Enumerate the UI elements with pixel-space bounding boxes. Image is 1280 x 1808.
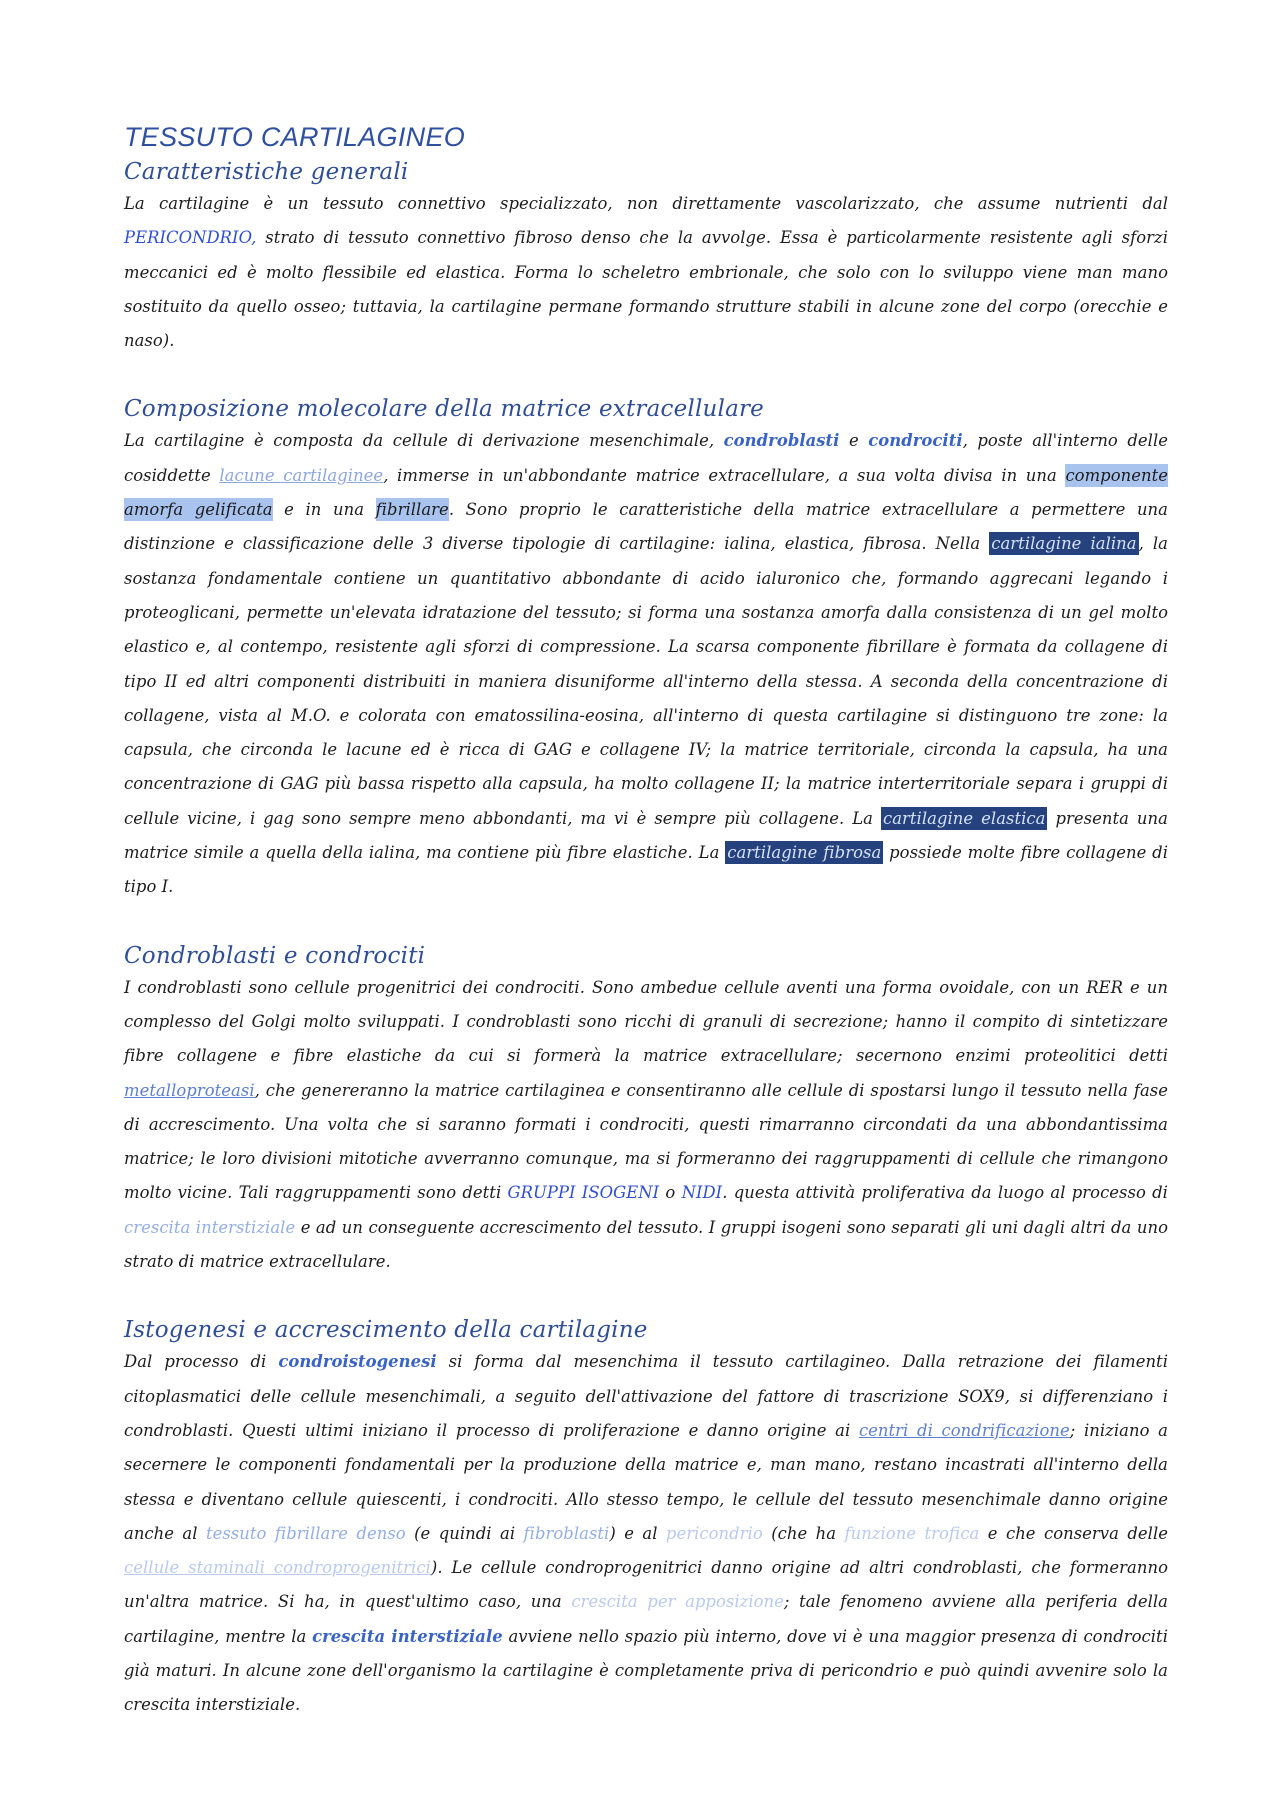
highlight-cartilagine-fibrosa: cartilagine fibrosa [727,843,882,863]
document-title: TESSUTO CARTILAGINEO [124,122,466,152]
text-run: , la sostanza fondamentale contiene un quantitativo abbondante di acido ialuronico che, formando aggrecani legando i proteoglicani, permette un'elevata idratazione del tessuto; si forma una sostanza amorfa dalla consistenza di un gel molto elastico e, al contempo, resistente agli sforzi di compressione. La scarsa componente fibrillare è formata da collagene di tipo II ed altri componenti distribuiti in maniera disuniforme all'interno della stessa. A seconda della concentrazione di collagene, vista al M.O. e colorata con ematossilina-eosina, all'interno di questa cartilagine si distinguono tre zone: la capsula, che circonda le lacune ed è ricca di GAG e collagene IV; la matrice territoriale, circonda la capsula, ha una concentrazione di GAG più bassa rispetto alla capsula, ha molto collagene II; la matrice interterritoriale separa i gruppi di cellule vicine, i gag sono sempre meno abbondanti, ma vi è sempre più collagene. La [124,534,1169,828]
term-crescita-per-apposizione: crescita per apposizione [571,1592,784,1612]
section-heading: Caratteristiche generali [124,159,409,185]
text-run: , immerse in un'abbondante matrice extracellulare, a sua volta divisa in una [383,465,1066,485]
text-run: avviene nello spazio più interno, dove vi è una maggior presenza di condrociti già maturi. In alcune zone dell'organismo la cartilagine è completamente priva di pericondrio e può quindi avvenire solo la crescita interstiziale. [124,1626,1168,1715]
text-run: e che conserva delle [979,1523,1168,1543]
text-run: La cartilagine è un tessuto connettivo specializzato, non direttamente vascolarizzato, che assume nutrienti dal [124,194,1168,213]
text-run: strato di tessuto connettivo fibroso denso che la avvolge. Essa è particolarmente resistente agli sforzi meccanici ed è molto flessibile ed elastica. Forma lo scheletro embrionale, che solo con lo sviluppo viene man mano sostituito da quello osseo; tuttavia, la cartilagine permane formando strutture stabili in alcune zone del corpo (orecchie e naso). [124,228,1168,351]
text-run: ; iniziano a secernere le componenti fondamentali per la produzione della matrice e, man mano, restano incastrati all'interno della stessa e diventano cellule quiescenti, i condrociti. Allo stesso tempo, le cellule del tessuto mesenchimale danno origine anche al [124,1420,1168,1543]
text-run: (e quindi ai [405,1523,524,1543]
term-lacune-cartilaginee: lacune cartilaginee [219,465,384,485]
text-run: ). Le cellule condroprogenitrici danno origine ad altri condroblasti, che formeranno un'altra matrice. Si ha, in quest'ultimo caso, una [124,1558,1168,1612]
highlight-componente-amorfa: componente amorfa gelificata [124,465,1168,520]
text-run: (che ha [762,1523,845,1543]
text-run: si forma dal mesenchima il tessuto cartilagineo. Dalla retrazione dei filamenti citoplasmatici delle cellule mesenchimali, a seguito dell'attivazione del fattore di trascrizione SOX9, si differenziano i condroblasti. Questi ultimi iniziano il processo di proliferazione e danno origine ai [124,1352,1168,1440]
text-run: possiede molte fibre collagene di tipo I. [124,843,1168,897]
section-istogenesi [124,1317,1168,1722]
term-gruppi-isogeni: GRUPPI ISOGENI [507,1183,660,1203]
term-condroistogenesi: condroistogenesi [278,1352,437,1372]
highlight-cartilagine-elastica: cartilagine elastica [882,808,1046,828]
text-run: I condroblasti sono cellule progenitrici dei condrociti. Sono ambedue cellule aventi una forma ovoidale, con un RER e un complesso del Golgi molto sviluppati. I condroblasti sono ricchi di granuli di secrezione; hanno il compito di sintetizzare fibre collagene e fibre elastiche da cui si formerà la matrice extracellulare; secernono enzimi proteolitici detti [124,977,1168,1066]
text-run: o [659,1183,682,1203]
term-pericondrio: pericondrio [665,1523,763,1543]
term-nidi: NIDI [681,1183,723,1203]
section-heading: Condroblasti e condrociti [124,942,426,969]
text-run: , poste all'interno delle cosiddette [124,431,1168,485]
section-caratteristiche-generali [124,159,1168,358]
text-run: e ad un conseguente accrescimento del tessuto. I gruppi isogeni sono separati gli uni dagli altri da uno strato di matrice extracellulare. [124,1217,1168,1272]
term-tessuto-fibrillare-denso: tessuto fibrillare denso [205,1523,406,1543]
text-run: presenta una matrice simile a quella della ialina, ma contiene più fibre elastiche. La [124,808,1168,863]
text-run: Dal processo di [124,1352,279,1372]
text-run: ) e al [609,1523,666,1543]
section-paragraph [124,971,1168,1280]
term-crescita-interstiziale: crescita interstiziale [312,1626,503,1646]
text-run: , che genereranno la matrice cartilaginea e consentiranno alle cellule di spostarsi lungo il tessuto nella fase di accrescimento. Una volta che si saranno formati i condrociti, questi rimarranno circondati da una abbondantissima matrice; le loro divisioni mitotiche avverranno comunque, ma si formeranno dei raggruppamenti di cellule che rimangono molto vicine. Tali raggruppamenti sono detti [124,1080,1168,1203]
term-funzione-trofica: funzione trofica [844,1523,980,1543]
document-content [124,122,1168,1723]
term-metalloproteasi: metalloproteasi [124,1080,255,1100]
section-paragraph [124,187,1168,358]
text-run: ; tale fenomeno avviene alla periferia della cartilagine, mentre la [124,1592,1168,1646]
highlight-fibrillare: fibrillare [375,500,449,520]
section-composizione-molecolare [124,396,1168,904]
term-centri-di-condrificazione: centri di condrificazione [858,1420,1070,1440]
term-condrociti: condrociti [868,431,963,451]
term-condroblasti: condroblasti [723,431,840,451]
term-cellule-staminali: cellule staminali condroprogenitrici [124,1558,431,1578]
section-heading: Composizione molecolare della matrice extracellulare [124,396,764,423]
section-condroblasti-condrociti [124,943,1168,1280]
text-run: La cartilagine è composta da cellule di derivazione mesenchimale, [124,431,724,451]
term-crescita-interstiziale: crescita interstiziale [124,1217,296,1237]
text-run: . Sono proprio le caratteristiche della matrice extracellulare a permettere una distinzione e classificazione delle 3 diverse tipologie di cartilagine: ialina, elastica, fibrosa. Nella [124,500,1168,554]
text-run: . questa attività proliferativa da luogo al processo di [722,1183,1168,1203]
section-paragraph [124,424,1168,904]
highlight-cartilagine-ialina: cartilagine ialina [991,534,1137,554]
term-fibroblasti: fibroblasti [523,1523,610,1543]
text-run: e [839,431,869,451]
term-pericondrio: PERICONDRIO, [124,228,257,248]
section-heading: Istogenesi e accrescimento della cartilagine [124,1317,648,1344]
text-run: e in una [272,500,376,520]
section-paragraph [124,1345,1168,1722]
